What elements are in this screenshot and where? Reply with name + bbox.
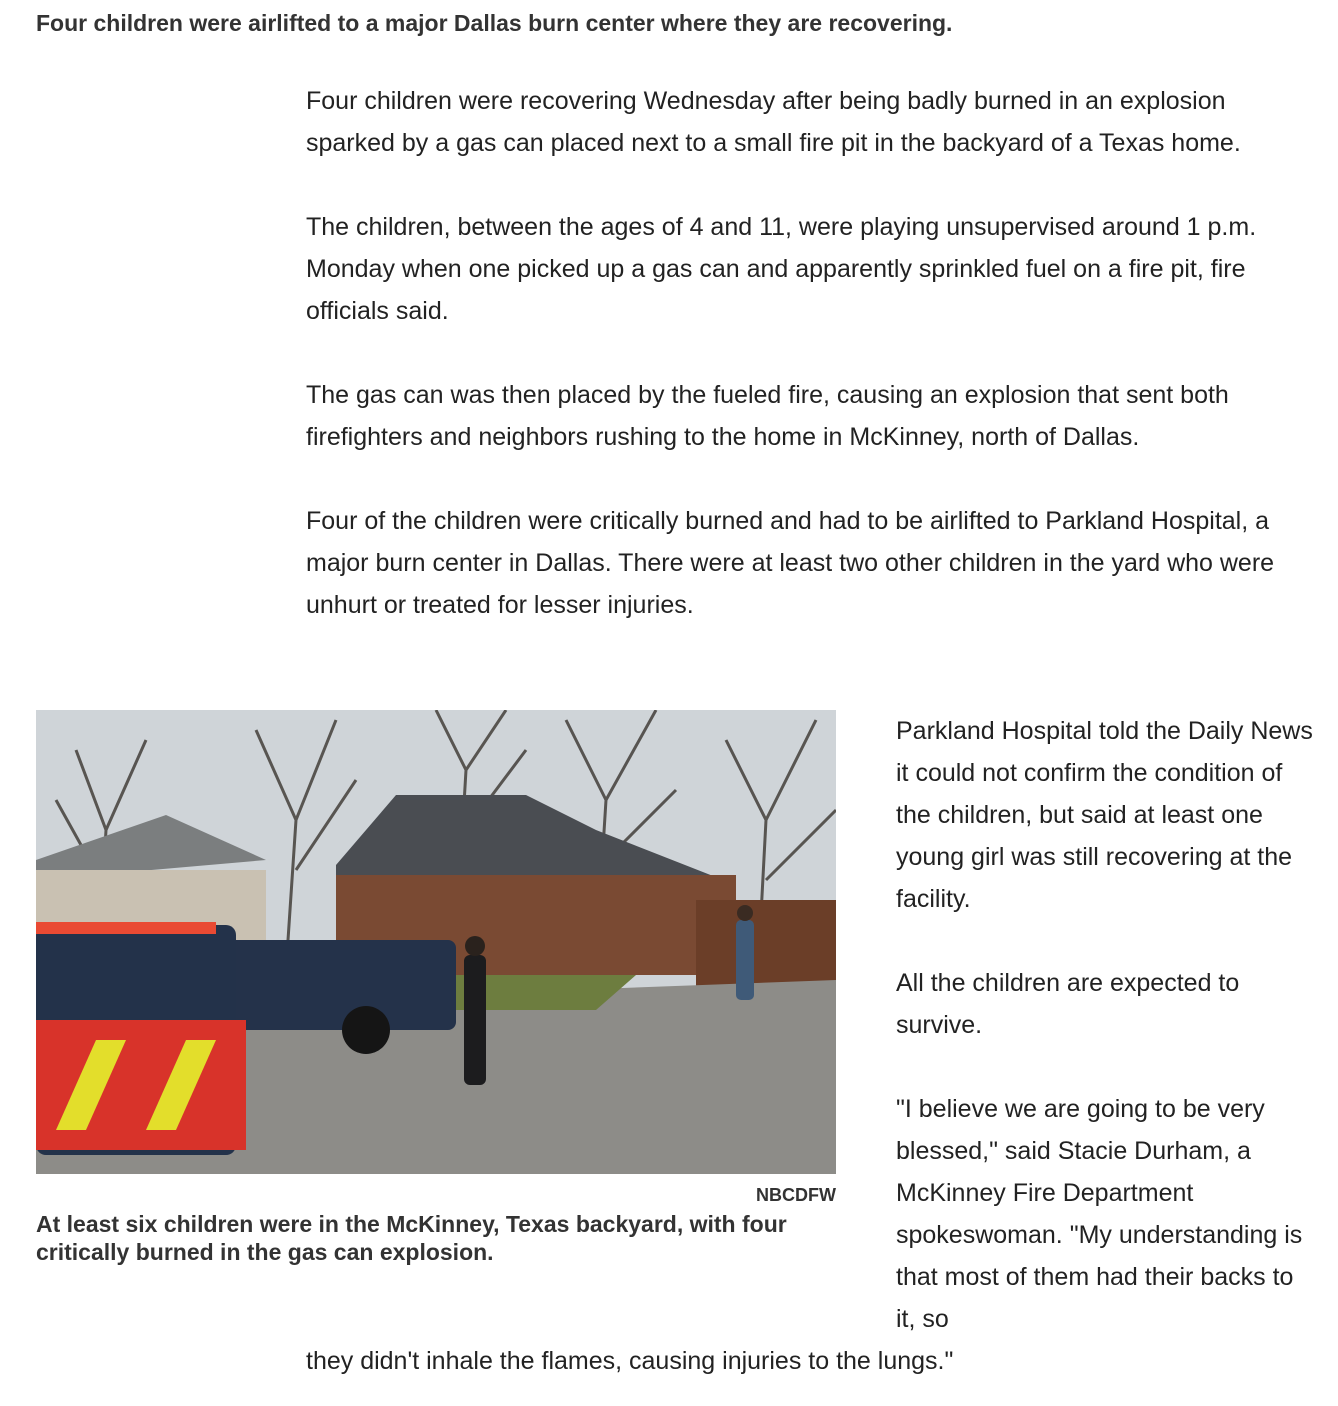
article-paragraph: Four of the children were critically burned and had to be airlifted to Parkland Hospital, a major burn center in Dallas. There were at least two other children in the yard who were unhurt or treated for lesser injuries. (306, 507, 1275, 619)
article-side-column (896, 710, 1316, 1382)
photo-pickup-truck (206, 940, 456, 1030)
photo-caption: At least six children were in the McKinney, Texas backyard, with four critically burned in the gas can explosion. (36, 1211, 787, 1265)
article-paragraph: All the children are expected to survive. (896, 969, 1240, 1039)
article-paragraph: The children, between the ages of 4 and 11, were playing unsupervised around 1 p.m. Monday when one picked up a gas can and apparently sprinkled fuel on a fire pit, fire officials said. (306, 213, 1257, 325)
article-paragraph: Parkland Hospital told the Daily News it could not confirm the condition of the children, but said at least one young girl was still recovering at the facility. (896, 717, 1313, 913)
article-subheadline: Four children were airlifted to a major Dallas burn center where they are recovering. (36, 10, 953, 36)
article-paragraph: Four children were recovering Wednesday after being badly burned in an explosion sparked by a gas can placed next to a small fire pit in the backyard of a Texas home. (306, 87, 1241, 157)
article-paragraph: "I believe we are going to be very blessed," said Stacie Durham, a McKinney Fire Department spokeswoman. "My understanding is that most of them had their backs to it, so (896, 1095, 1303, 1333)
photo-fence (696, 900, 836, 990)
article-body (306, 80, 1316, 668)
article-paragraph-continuation: they didn't inhale the flames, causing injuries to the lungs." (306, 1347, 954, 1375)
article-photo[interactable] (36, 710, 836, 1174)
photo-officer (464, 955, 486, 1085)
photo-person (736, 920, 754, 1000)
photo-credit: NBCDFW (756, 1185, 836, 1205)
article-paragraph: The gas can was then placed by the fueled fire, causing an explosion that sent both firefighters and neighbors rushing to the home in McKinney, north of Dallas. (306, 381, 1229, 451)
article-photo-figure (36, 710, 836, 1266)
